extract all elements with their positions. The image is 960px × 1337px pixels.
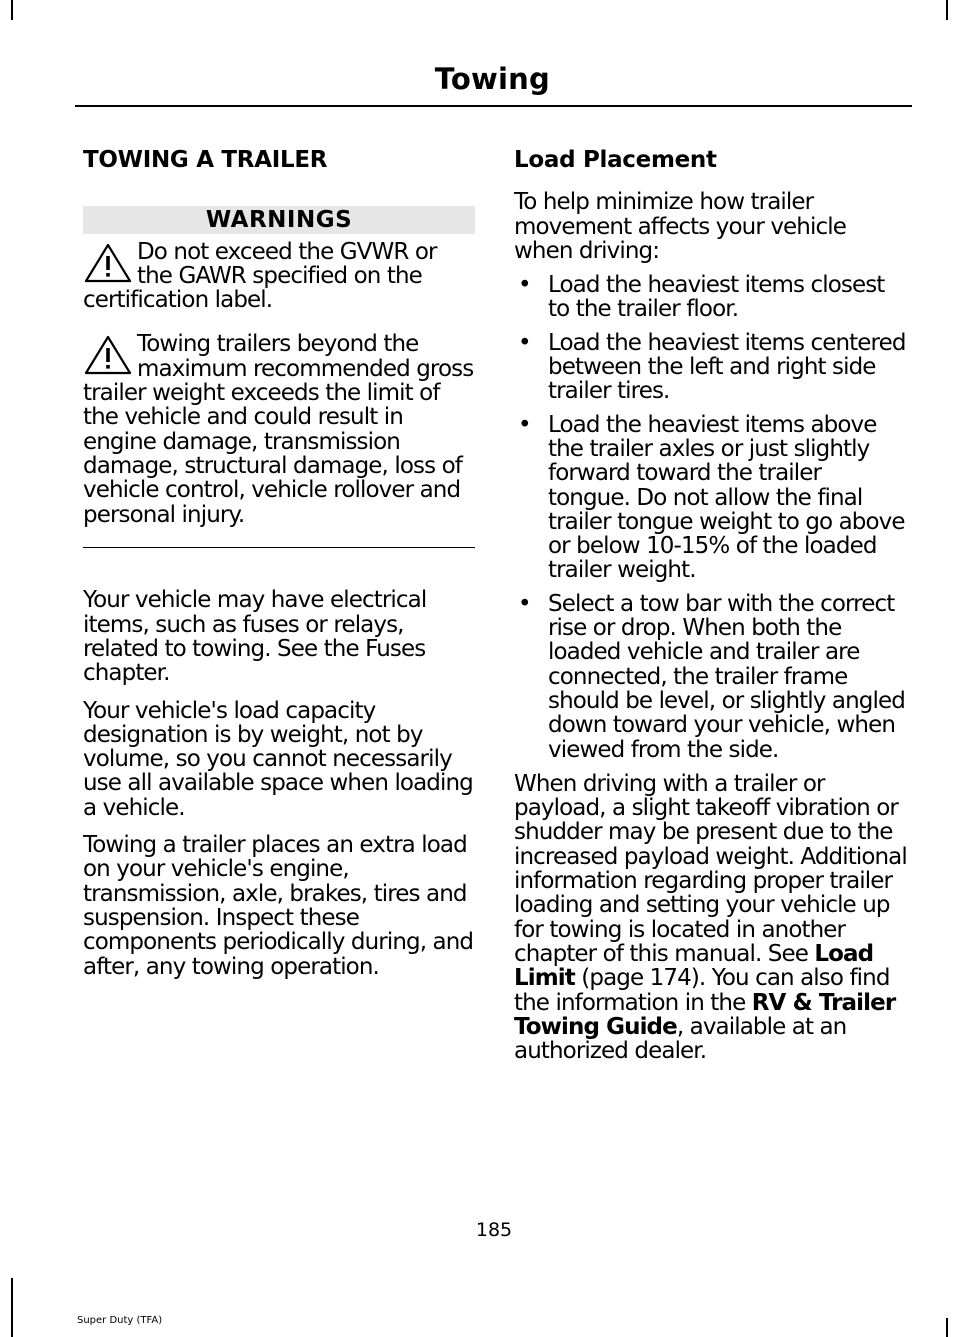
bullet-text: Load the heaviest items above the trailer axles or just slightly forward toward the trailer tongue. Do not allow the final trailer tongue weight to go above or below 10-15% of the loaded trailer weight. [548,411,905,584]
bullet-list [514,273,909,762]
body-paragraph: Your vehicle may have electrical items, such as fuses or relays, related to towing. See the Fuses chapter. [83,587,427,687]
model-label: Super Duty (TFA) [77,1315,163,1326]
body-paragraph: Your vehicle's load capacity designation is by weight, not by volume, so you cannot necessarily use all available space when loading a vehicle. [83,697,473,821]
right-column [514,148,909,1076]
closing-paragraph: When driving with a trailer or payload, a slight takeoff vibration or shudder may be present due to the increased payload weight. Additional information regarding proper trailer loading and setting your vehicle up for towing is located in another chapter of this manual. See Load Limit (page 174). You can also find the information in the RV & Trailer Towing Guide, available at an authorized dealer. [514,770,907,1065]
bullet-text: Load the heaviest items closest to the trailer floor. [548,272,885,323]
rv-trailer-towing-guide-reference: RV & Trailer Towing Guide [514,989,896,1040]
warning-item [83,240,475,313]
intro-paragraph: To help minimize how trailer movement affects your vehicle when driving: [514,189,846,264]
crop-mark-top-left [11,0,13,20]
bullet-icon: • [518,272,531,299]
warnings-heading: WARNINGS [83,206,475,233]
section-title: TOWING A TRAILER [83,147,328,173]
list-item [514,413,909,583]
warnings-divider [83,547,475,549]
warning-item [83,332,475,526]
page-header-title: Towing [434,62,550,96]
page-number: 185 [475,1219,513,1241]
crop-mark-bottom-right [946,1318,948,1337]
bullet-icon: • [518,411,531,438]
crop-mark-top-right [946,0,948,20]
list-item [514,331,909,404]
header-rule [75,105,912,107]
subsection-title: Load Placement [514,147,717,173]
warning-triangle-icon [83,334,133,376]
bullet-text: Load the heaviest items centered between the left and right side trailer tires. [548,329,906,405]
bullet-icon: • [518,590,531,617]
body-paragraph: Towing a trailer places an extra load on your vehicle's engine, transmission, axle, brakes, tires and suspension. Inspect these components periodically during, and after, any towing operation. [83,832,474,980]
load-limit-reference: Load Limit [514,940,874,992]
crop-mark-bottom-left [11,1278,13,1337]
bullet-icon: • [518,329,531,356]
bullet-text: Select a tow bar with the correct rise or drop. When both the loaded vehicle and trailer are connected, the trailer frame should be level, or slightly angled down toward your vehicle, when viewed from the side. [548,590,905,763]
list-item [514,592,909,762]
warning-text: Towing trailers beyond the maximum recommended gross trailer weight exceeds the limit of the vehicle and could result in engine damage, transmission damage, structural damage, loss of vehicle control, vehicle rollover and personal injury. [83,331,474,528]
left-column [83,148,475,992]
list-item [514,273,909,322]
warning-text: Do not exceed the GVWR or the GAWR specified on the certification label. [83,238,437,314]
warning-triangle-icon [83,242,133,284]
